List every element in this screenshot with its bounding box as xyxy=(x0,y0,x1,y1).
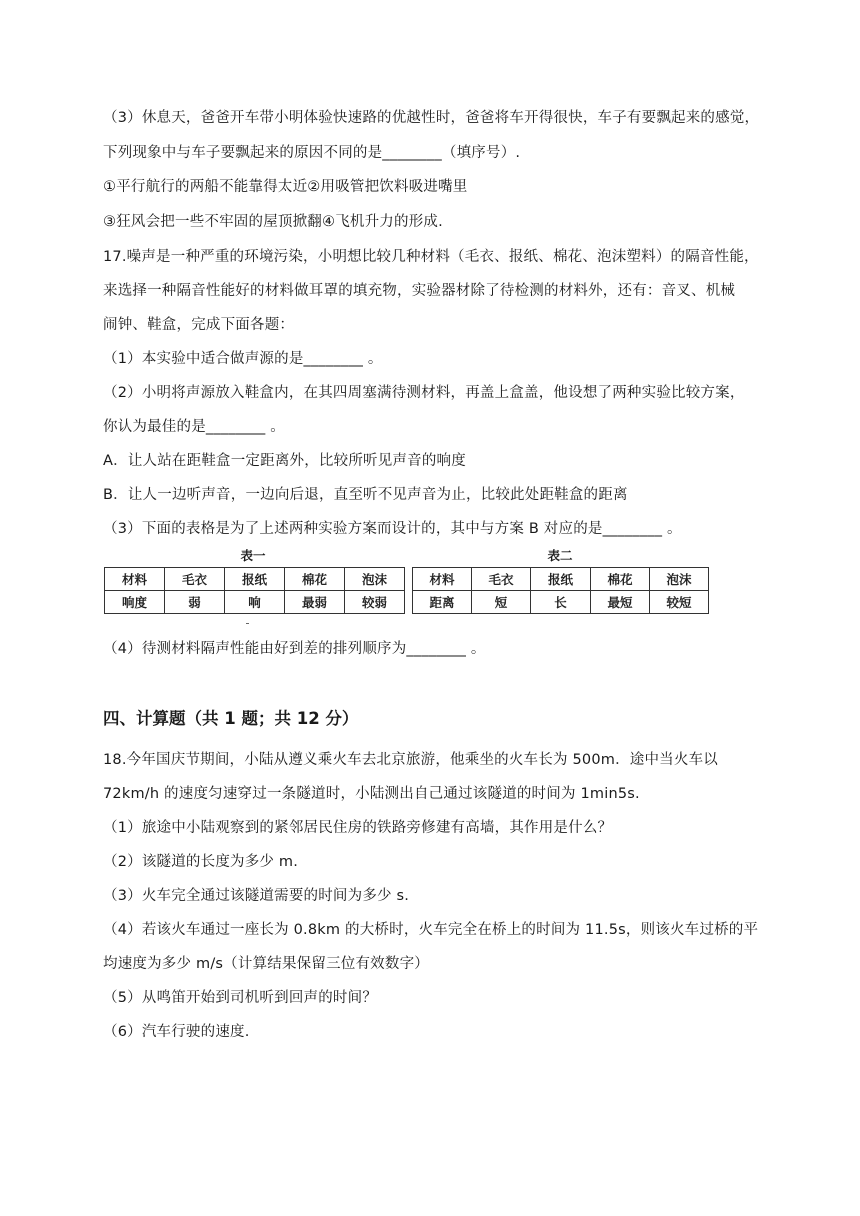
q3-option-line-1: ①平行航行的两船不能靠得太近②用吸管把饮料吸进嘴里 xyxy=(103,179,468,195)
table1-cell: 毛衣 xyxy=(165,568,225,591)
table1-row-loudness xyxy=(105,591,405,614)
table1-cell: 弱 xyxy=(165,591,225,614)
table1 xyxy=(104,567,405,614)
q18-part-6: （6）汽车行驶的速度. xyxy=(103,1024,250,1040)
q18-part-3: （3）火车完全通过该隧道需要的时间为多少 s. xyxy=(103,888,410,904)
table1-cell: 最弱 xyxy=(285,591,345,614)
q18-part-5: （5）从鸣笛开始到司机听到回声的时间？ xyxy=(103,990,378,1006)
q17-stem-line-1: 17.噪声是一种严重的环境污染，小明想比较几种材料（毛衣、报纸、棉花、泡沫塑料）的隔音性能， xyxy=(103,249,759,265)
q17-part-1: （1）本实验中适合做声源的是________ 。 xyxy=(103,351,383,367)
q17-part-3: （3）下面的表格是为了上述两种实验方案而设计的，其中与方案 B 对应的是________ 。 xyxy=(103,521,682,537)
table2-row-material xyxy=(413,568,709,591)
table1-cell: 泡沫 xyxy=(345,568,405,591)
table2-cell: 较短 xyxy=(650,591,709,614)
q17-part-2-line-1: （2）小明将声源放入鞋盒内，在其四周塞满待测材料，再盖上盒盖，他设想了两种实验比较方案， xyxy=(103,385,745,401)
table1-cell: 报纸 xyxy=(225,568,285,591)
table1-title: 表一 xyxy=(240,548,266,563)
q17-part-2-line-2: 你认为最佳的是________ 。 xyxy=(103,419,286,435)
table2-cell: 短 xyxy=(472,591,531,614)
section-heading-calculation: 四、计算题（共 1 题；共 12 分） xyxy=(103,709,359,728)
table2-cell: 最短 xyxy=(591,591,650,614)
table2-title: 表二 xyxy=(547,548,573,563)
table2-cell: 毛衣 xyxy=(472,568,531,591)
q18-stem-line-1: 18.今年国庆节期间，小陆从遵义乘火车去北京旅游，他乘坐的火车长为 500m．途中当火车以 xyxy=(103,752,718,768)
table1-cell: 响度 xyxy=(105,591,165,614)
table1-cell: 响 xyxy=(225,591,285,614)
scan-mark xyxy=(246,623,249,624)
q17-stem-line-2: 来选择一种隔音性能好的材料做耳罩的填充物，实验器材除了待检测的材料外，还有：音叉、机械 xyxy=(103,283,736,299)
q18-part-1: （1）旅途中小陆观察到的紧邻居民住房的铁路旁修建有高墙，其作用是什么？ xyxy=(103,820,613,836)
q18-part-2: （2）该隧道的长度为多少 m. xyxy=(103,854,299,870)
q18-part-4-line-1: （4）若该火车通过一座长为 0.8km 的大桥时，火车完全在桥上的时间为 11.5s，则该火车过桥的平 xyxy=(103,922,759,938)
q3-option-line-2: ③狂风会把一些不牢固的屋顶掀翻④飞机升力的形成. xyxy=(103,214,443,230)
table2 xyxy=(412,567,709,614)
q3-text-line-2: 下列现象中与车子要飘起来的原因不同的是________（填序号）. xyxy=(103,145,521,161)
q18-stem-line-2: 72km/h 的速度匀速穿过一条隧道时，小陆测出自己通过该隧道的时间为 1min5s. xyxy=(103,786,640,802)
table2-cell: 泡沫 xyxy=(650,568,709,591)
table1-cell: 材料 xyxy=(105,568,165,591)
table2-cell: 长 xyxy=(531,591,591,614)
table2-cell: 距离 xyxy=(413,591,472,614)
table1-cell: 棉花 xyxy=(285,568,345,591)
table2-cell: 材料 xyxy=(413,568,472,591)
table2-cell: 报纸 xyxy=(531,568,591,591)
q3-text-line-1: （3）休息天，爸爸开车带小明体验快速路的优越性时，爸爸将车开得很快，车子有要飘起来的感觉， xyxy=(103,110,760,126)
q18-part-4-line-2: 均速度为多少 m/s（计算结果保留三位有效数字） xyxy=(103,956,429,972)
q17-stem-line-3: 闹钟、鞋盒，完成下面各题： xyxy=(103,317,295,333)
table2-row-distance xyxy=(413,591,709,614)
table1-row-material xyxy=(105,568,405,591)
q17-option-b: B．让人一边听声音，一边向后退，直至听不见声音为止，比较此处距鞋盒的距离 xyxy=(103,487,628,503)
q17-part-4: （4）待测材料隔声性能由好到差的排列顺序为________ 。 xyxy=(103,641,486,657)
table1-cell: 较弱 xyxy=(345,591,405,614)
q17-option-a: A．让人站在距鞋盒一定距离外，比较所听见声音的响度 xyxy=(103,453,466,469)
table2-cell: 棉花 xyxy=(591,568,650,591)
